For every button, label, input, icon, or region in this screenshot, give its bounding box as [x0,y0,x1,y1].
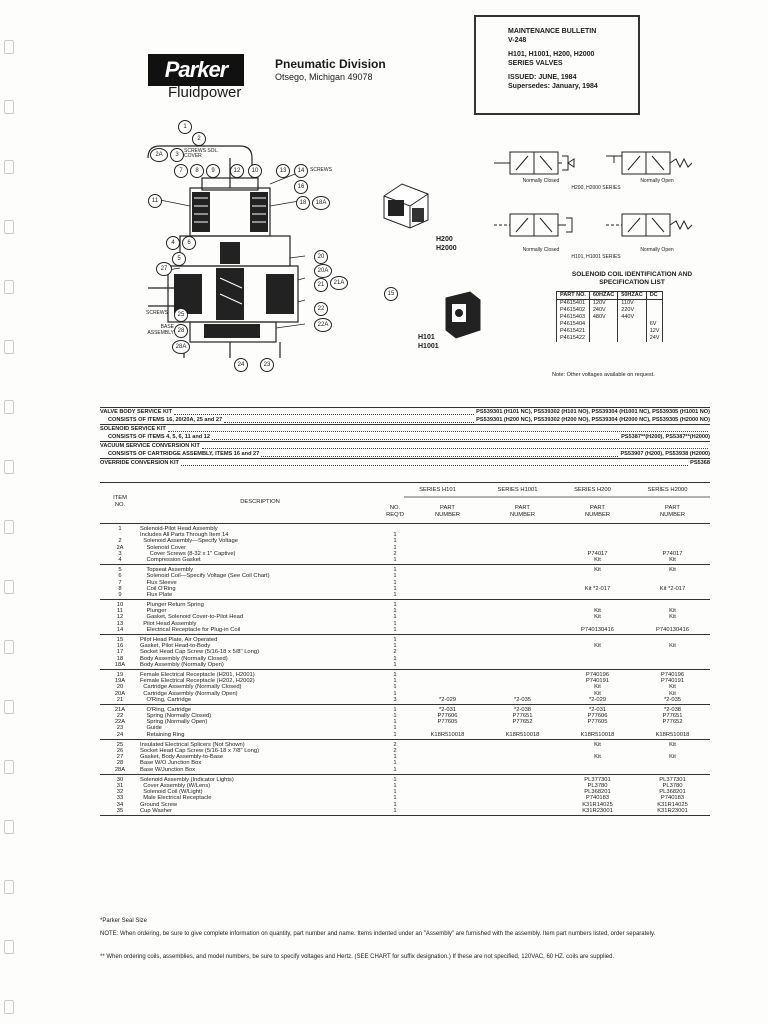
table-row: 4 Compression Gasket 1 Kit Kit [118,556,676,563]
callout-28a: 28A [172,340,190,354]
callout-21: 21 [314,278,328,292]
model-h200: H200 [436,236,453,243]
table-row: 23 Guide 1 [116,725,397,732]
table-row: 7 Flux Sleeve 1 [118,579,397,586]
service-kit-row: OVERRIDE CONVERSION KIT PS5368 [100,460,710,466]
header-series-h1001: SERIES H1001 [497,487,538,493]
table-row: 33 Male Electrical Receptacle 1 P740183 P740183 [116,795,685,802]
symbol-nc-1: Normally Closed [522,178,560,184]
coil-row: P4615422 24V [557,335,663,342]
table-row: 19A Female Electrical Receptacle (H202, H2002) 1 P740191 P740191 [114,678,685,685]
callout-20: 20 [314,250,328,264]
callout-27: 27 [156,262,172,276]
callout-16: 16 [294,180,308,194]
screws-top-label: SCREWS [310,167,332,173]
symbol-no-2: Normally Open [640,247,674,253]
callout-22: 22 [314,302,328,316]
table-row: 19 Female Electrical Receptacle (H201, H2001) 1 P740196 P740196 [116,671,685,678]
table-row: 12 Gasket, Solenoid Cover-to-Pilot Head 1 Kit Kit [116,614,676,621]
callout-8: 8 [190,164,204,178]
table-row: 13 Pilot Head Assembly 1 [116,620,397,627]
table-row: 26 Socket Head Cap Screw (5/16-18 x 7/8" Long) 2 [116,748,397,754]
table-row: 32 Solenoid Coil (W/Light) 1 PL368201 PL368201 [116,789,686,796]
callout-6: 6 [182,236,196,250]
dot-leader [202,442,708,449]
table-row: 18A Body Assembly (Normally Open) 1 [114,661,397,668]
callout-12: 12 [230,164,244,178]
callout-11: 11 [148,194,162,208]
table-row: 27 Gasket, Body Assembly-to-Base 1 Kit Kit [116,754,676,761]
table-row: 25 Insulated Electrical Splicers (Not Shown) 2 Kit Kit [116,741,676,748]
callout-4: 4 [166,236,180,250]
parker-logo: Parker [148,54,244,86]
dot-leader [174,408,474,415]
callout-15: 15 [384,287,398,301]
parts-table-header [100,482,710,524]
model-h1001: H1001 [418,343,439,350]
base-assembly-label: BASE ASSEMBLY [147,324,174,336]
table-row: 8 Coil O'Ring 1 Kit *2-017 Kit *2-017 [118,585,686,592]
coil-note: Note: Other voltages available on request. [552,372,655,378]
division-address: Otsego, Michigan 49078 [275,72,373,82]
coil-row: P4615401 120V 110V [557,300,663,308]
sol-cover-label: SCREWS SOL. COVER [184,148,219,159]
header-rules [380,483,710,523]
table-row: 21 O'Ring, Cartridge 3 *2-029 *2-035 *2-029 *2-035 [116,696,682,703]
header-part-h2000: PART NUMBER [659,505,686,518]
coil-row: P4615404 6V [557,321,663,328]
coil-header-row: PART NO. 60HZAC 50HZAC DC [557,292,663,300]
callout-20a: 20A [314,264,332,278]
table-row: 3 Cover Screws (8-32 x 1" Captive) 2 P74017 P74017 [118,550,683,557]
service-kits-list [100,407,710,467]
header-part-h200: PART NUMBER [584,505,611,518]
h101-coil-drawing [440,288,484,340]
parts-group [100,705,710,740]
table-row: 20A Cartridge Assembly (Normally Open) 1 Kit Kit [114,690,676,697]
table-row: 17 Socket Head Cap Screw (5/16-18 x 5/8" Long) 2 [116,649,397,656]
table-row: 22A Spring (Normally Open) 1 P77605 P77652 P77605 P77652 [114,719,683,726]
callout-28: 28 [174,324,188,338]
service-kit-row: CONSISTS OF ITEMS 16, 20/20A, 25 and 27 PS539301 (H200 NC), PS539302 (H200 NO), PS539304 (H2000 NC), PS539305 (H2000 NO) [108,417,710,423]
h200-coil-drawing [380,180,432,230]
table-row: 6 Solenoid Coil—Specify Voltage (See Coil Chart) 1 [118,573,397,580]
table-row: 34 Ground Screw 1 K31R14025 K31R14025 [116,801,688,808]
table-row: 2 Solenoid Assembly—Specify Voltage 1 [118,538,397,545]
callout-7: 7 [174,164,188,178]
table-row: 16 Gasket, Pilot Head-to-Body 1 Kit Kit [116,643,676,650]
parts-group [100,600,710,635]
table-row: 21A O'Ring, Cartridge 1 *2-031 *2-038 *2-031 *2-038 [114,706,682,713]
table-row: 2A Solenoid Cover 1 [116,544,397,551]
table-row: 30 Solenoid Assembly (Indicator Lights) 1 PL377301 PL377301 [116,776,686,783]
callout-5: 5 [172,252,186,266]
table-row: 35 Cup Washer 1 K31R23001 K31R23001 [116,807,688,814]
coil-spec-title: SOLENOID COIL IDENTIFICATION AND SPECIFICATION LIST [571,271,693,286]
coil-spec-table [556,291,663,342]
bulletin-series: SERIES VALVES [508,60,563,67]
table-row: 22 Spring (Normally Closed) 1 P77606 P77651 P77606 P77651 [116,713,683,720]
parts-group [100,524,710,565]
division-name: Pneumatic Division [275,57,386,71]
table-row: 14 Electrical Receptacle for Plug-in Coil 1 P740130416 P740130416 [116,626,689,633]
callout-9: 9 [206,164,220,178]
dot-leader [261,450,618,457]
table-row: 18 Body Assembly (Normally Closed) 1 [116,655,397,662]
header-part-h101: PART NUMBER [434,505,461,518]
header-part-h1001: PART NUMBER [509,505,536,518]
service-kit-row: VACUUM SERVICE CONVERSION KIT [100,441,710,450]
dot-leader [181,459,688,466]
binder-holes [4,40,14,1010]
callout-21a: 21A [330,276,348,290]
parts-group [100,565,710,600]
footer-seal-note: *Parker Seal Size [100,918,148,924]
footer-note: NOTE: When ordering, be sure to give complete information on quantity, part number and name. Items indented under an "Assembly" are furnished with the assembly. Item part numbers listed, order separately. [100,931,656,937]
table-row: 31 Cover Assembly (W/Lens) 1 PL3780 PL3780 [116,782,683,789]
symbol-series-1: H200, H2000 SERIES [571,185,621,191]
header-item: ITEM NO. [113,495,127,508]
parts-table-body [100,524,710,816]
callout-13: 13 [276,164,290,178]
table-row: Includes All Parts Through Item 14 1 [140,532,397,539]
bulletin-models: H101, H1001, H200, H2000 [508,51,595,58]
header-description: DESCRIPTION [240,499,280,505]
bulletin-title: MAINTENANCE BULLETIN [508,28,597,35]
table-row: 15 Pilot Head Plate, Air Operated 1 [116,637,397,643]
footer-note-2: ** When ordering coils, assemblies, and model numbers, be sure to specify voltages and Hertz. (SEE CHART for suffix designation.) If these are not specified, 120VAC, 60 HZ. coils are supplied. [100,954,615,960]
table-row: 24 Retaining Ring 1 K18R510018 K18R510018 K18R510018 K18R510018 [116,731,690,738]
callout-22a: 22A [314,318,332,332]
callout-10: 10 [248,164,262,178]
exploded-valve-diagram [120,118,360,380]
service-kit-row: CONSISTS OF CARTRIDGE ASSEMBLY, ITEMS 16 and 27 PS53907 (H200), PS53938 (H2000) [108,451,710,457]
header-series-h200: SERIES H200 [574,487,611,493]
coil-row: P4615421 12V [557,328,663,335]
model-h2000: H2000 [436,245,457,252]
symbol-series-2: H101, H1001 SERIES [571,254,621,260]
table-row: 5 Topseat Assembly 1 Kit Kit [118,567,676,574]
logo-subtitle: Fluidpower [168,84,242,101]
dot-leader [212,433,619,440]
table-row: 10 Plunger Return Spring 1 [116,602,397,609]
service-kit-row: CONSISTS OF ITEMS 4, 5, 6, 11 and 12 PS5387**(H200), PS5387**(H2000) [108,434,710,440]
screws-left-label: SCREWS [146,310,168,316]
callout-18a: 18A [312,196,330,210]
callout-18: 18 [296,196,310,210]
dot-leader [224,416,474,423]
bulletin-supersedes: Supersedes: January, 1984 [508,83,598,90]
service-kit-row: SOLENOID SERVICE KIT [100,424,710,433]
dot-leader [168,425,708,432]
callout-3: 3 [170,148,184,162]
callout-23: 23 [260,358,274,372]
bulletin-number: V-248 [508,37,527,44]
table-row: 9 Flux Plate 1 [118,591,397,598]
bulletin-issued: ISSUED: JUNE, 1984 [508,74,577,81]
coil-row: P4615402 240V 220V [557,307,663,314]
parts-group [100,670,710,705]
header-series-h2000: SERIES H2000 [647,487,688,493]
callout-25: 25 [174,308,188,322]
symbol-no-1: Normally Open [640,178,674,184]
coil-row: P4615403 480V 440V [557,314,663,321]
model-h101: H101 [418,334,435,341]
callout-1: 1 [178,120,192,134]
service-kit-row: VALVE BODY SERVICE KIT PS539301 (H101 NC), PS539302 (H101 NO), PS539304 (H1001 NC), PS539305 (H1001 NO) [100,409,710,415]
callout-14: 14 [294,164,308,178]
table-row: 28A Base W/Junction Box 1 [114,766,397,773]
callout-2a: 2A [150,148,168,162]
callout-24: 24 [234,358,248,372]
header-req: NO. REQ'D [386,505,404,518]
parts-group [100,740,710,775]
table-row: 11 Plunger 1 Kit Kit [116,608,676,615]
table-row: 1 Solenoid-Pilot Head Assembly [118,526,218,532]
parts-group [100,775,710,816]
bulletin-box [474,15,640,115]
symbol-nc-2: Normally Closed [522,247,560,253]
table-row: 20 Cartridge Assembly (Normally Closed) 1 Kit Kit [116,684,676,691]
table-row: 28 Base W/O Junction Box 1 [116,760,397,767]
callout-2: 2 [192,132,206,146]
parts-table [100,482,710,816]
parts-group [100,635,710,670]
header-series-h101: SERIES H101 [419,487,456,493]
